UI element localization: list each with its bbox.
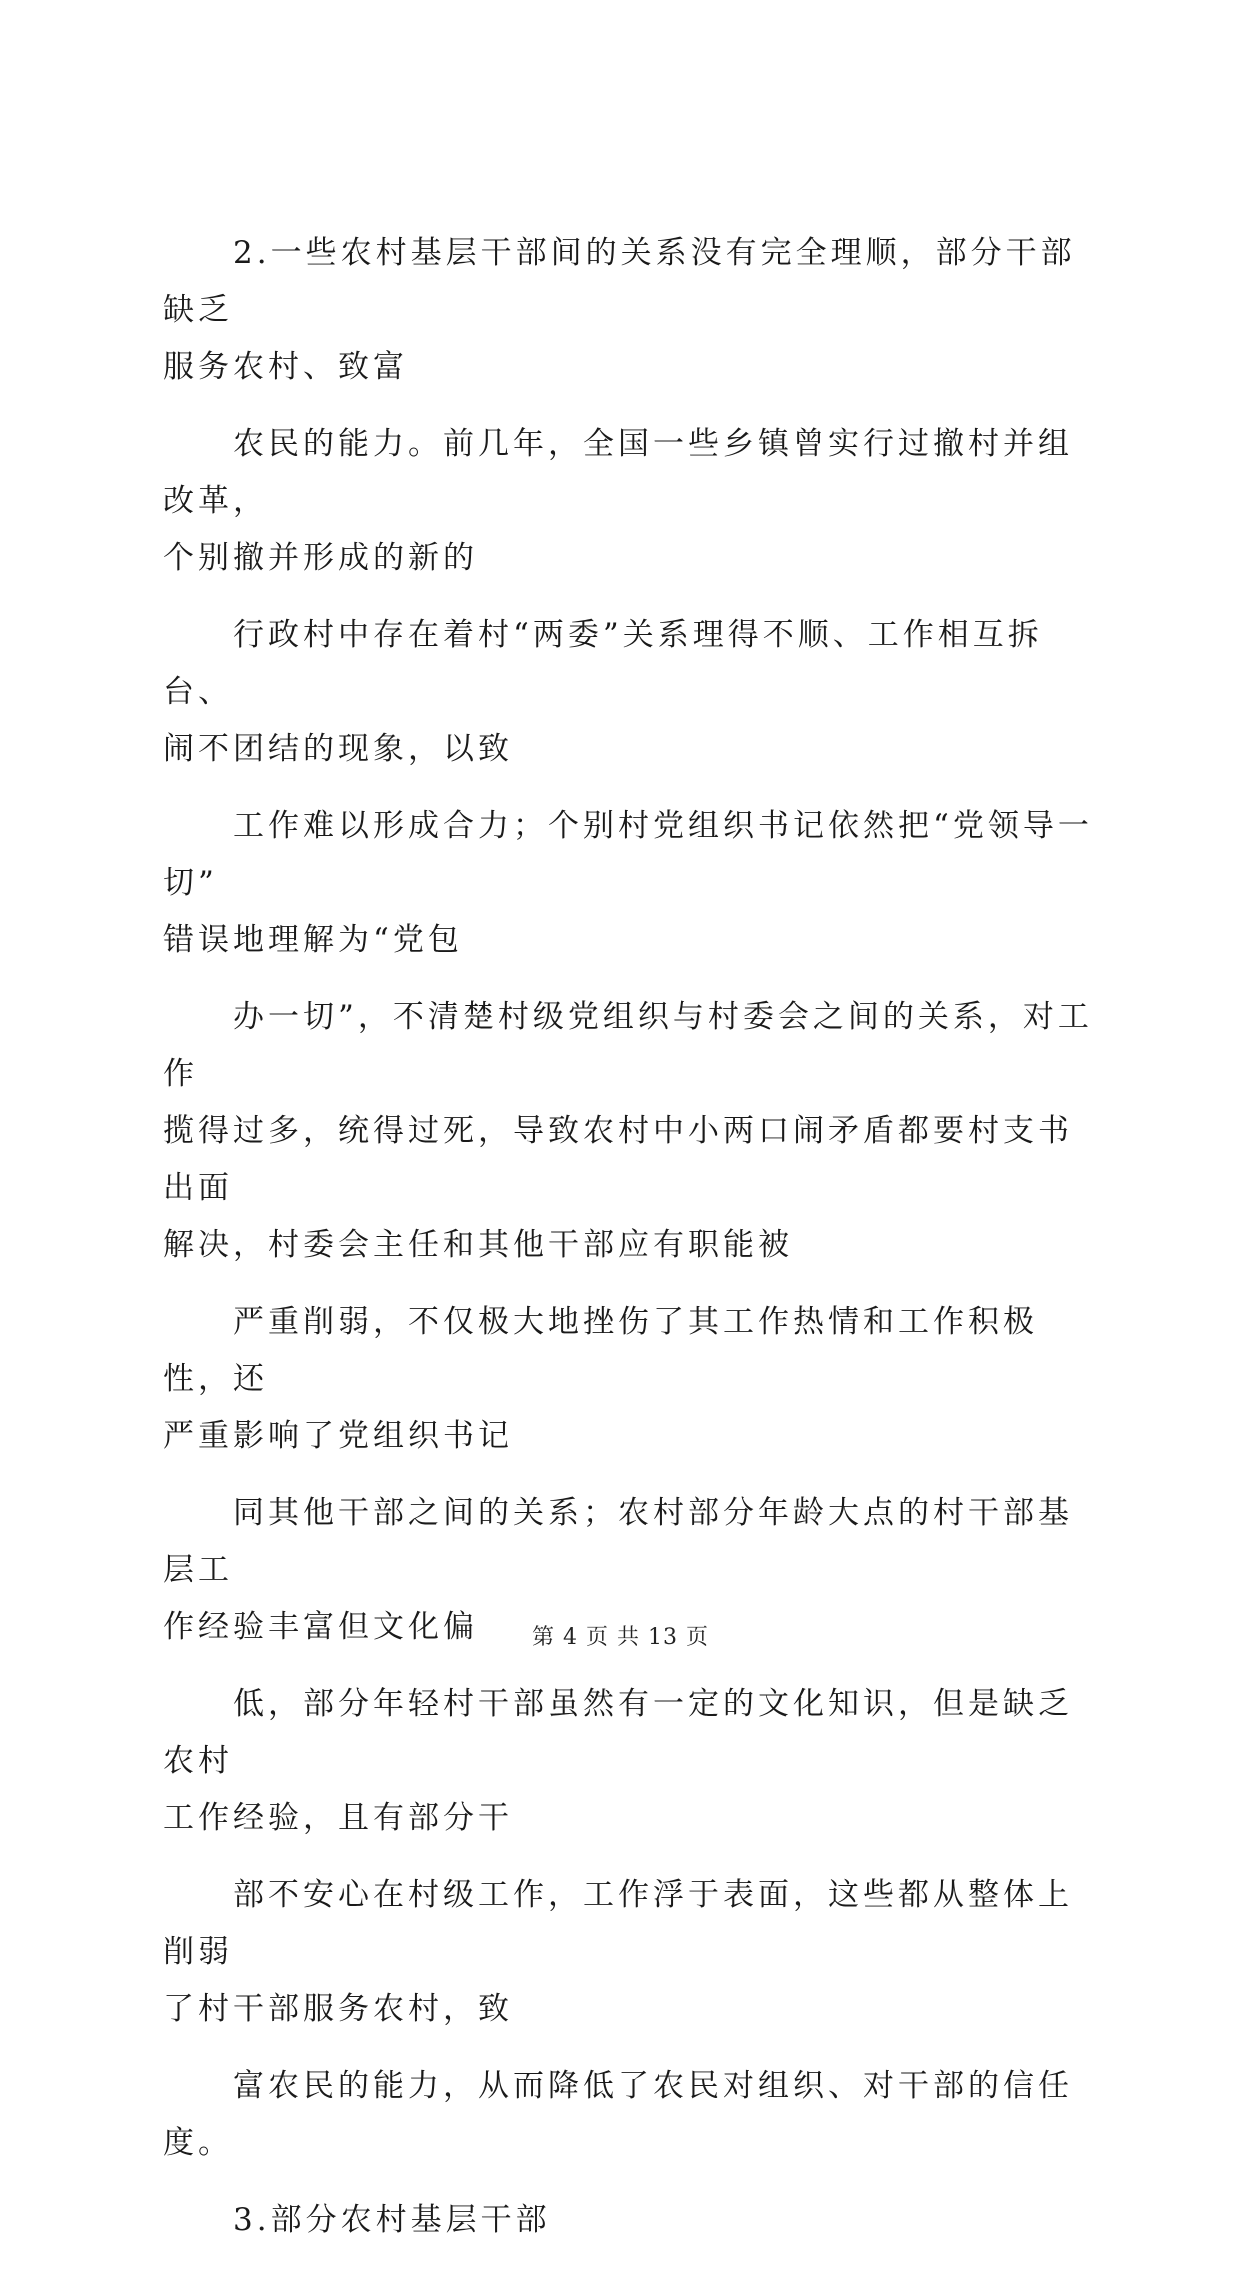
paragraph-line: 作经验丰富但文化偏 [163,1609,478,1645]
paragraph-line: 服务农村、致富 [163,349,408,385]
paragraph [163,416,1093,587]
paragraph-line: 严重影响了党组织书记 [163,1418,513,1454]
paragraph-line: 错误地理解为“党包 [163,922,463,958]
paragraph-line: 严重削弱，不仅极大地挫伤了其工作热情和工作积极性，还 [163,1304,1038,1397]
paragraph [163,2058,1093,2172]
paragraph-line: 办一切”，不清楚村级党组织与村委会之间的关系，对工作 [163,999,1093,1092]
paragraph-line: 工作经验，且有部分干 [163,1800,513,1836]
paragraph-line: 部不安心在村级工作，工作浮于表面，这些都从整体上削弱 [163,1877,1073,1970]
paragraph-line: 农民的能力。前几年，全国一些乡镇曾实行过撤村并组改革， [163,426,1073,519]
paragraph-line: 解决，村委会主任和其他干部应有职能被 [163,1227,793,1263]
paragraph-line: 富农民的能力，从而降低了农民对组织、对干部的信任度。 [163,2068,1073,2161]
paragraph [163,1867,1093,2038]
paragraph-line: 个别撤并形成的新的 [163,540,478,576]
paragraph [163,1676,1093,1847]
paragraph [163,225,1093,396]
paragraph-line: 2.一些农村基层干部间的关系没有完全理顺，部分干部缺乏 [163,235,1076,328]
paragraph [163,798,1093,969]
paragraph [163,607,1093,778]
paragraph-line: 低，部分年轻村干部虽然有一定的文化知识，但是缺乏农村 [163,1686,1073,1779]
document-body [163,225,1093,2269]
paragraph-line: 工作难以形成合力；个别村党组织书记依然把“党领导一切” [163,808,1093,901]
paragraph-line: 3.部分农村基层干部 [233,2202,551,2238]
paragraph-line: 了村干部服务农村，致 [163,1991,513,2027]
paragraph [163,1294,1093,1465]
paragraph [163,989,1093,1274]
paragraph [163,2192,1093,2249]
paragraph-line: 同其他干部之间的关系；农村部分年龄大点的村干部基层工 [163,1495,1073,1588]
paragraph-line: 闹不团结的现象，以致 [163,731,513,767]
page-footer: 第 4 页 共 13 页 [532,1625,709,1650]
paragraph-line: 行政村中存在着村“两委”关系理得不顺、工作相互拆台、 [163,617,1043,710]
paragraph-line: 揽得过多，统得过死，导致农村中小两口闹矛盾都要村支书出面 [163,1113,1073,1206]
